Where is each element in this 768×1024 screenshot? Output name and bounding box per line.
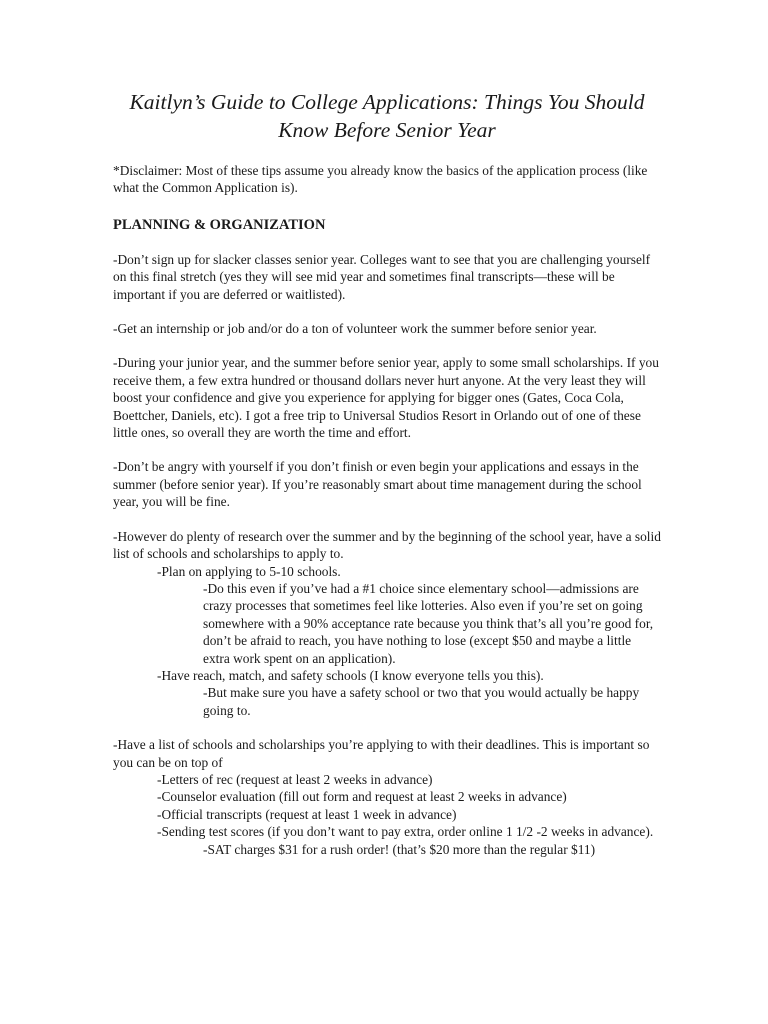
sub-item: -Sending test scores (if you don’t want to pay extra, order online 1 1/2 -2 weeks in advance). bbox=[157, 824, 654, 840]
tip-paragraph: -Don’t be angry with yourself if you don’t finish or even begin your applications and essays in the summer (before senior year). If you’re reasonably smart about time management during the school year, you will be fine. bbox=[113, 459, 642, 510]
tip-paragraph: -Don’t sign up for slacker classes senior year. Colleges want to see that you are challenging yourself on this final stretch (yes they will see mid year and sometimes final transcripts—these will be important if you are deferred or waitlisted). bbox=[113, 251, 651, 302]
sub-sub-item: -SAT charges $31 for a rush order! (that’s $20 more than the regular $11) bbox=[203, 841, 596, 857]
tip-paragraph: -However do plenty of research over the summer and by the beginning of the school year, have a solid list of schools and scholarships to apply to. bbox=[113, 528, 661, 562]
document-page bbox=[113, 88, 661, 858]
sub-item: -Plan on applying to 5-10 schools. bbox=[157, 563, 341, 579]
tip-paragraph: -Have a list of schools and scholarships you’re applying to with their deadlines. This is important so you can be on top of bbox=[113, 737, 650, 770]
section-heading: PLANNING & ORGANIZATION bbox=[113, 216, 326, 233]
tip-paragraph: -During your junior year, and the summer before senior year, apply to some small scholarships. If you receive them, a few extra hundred or thousand dollars never hurt anyone. At the very least they will boost your confidence and give you experience for applying for bigger ones (Gates, Coca Cola, Boettcher, Daniels, etc). I got a free trip to Universal Studios Resort in Orlando out of one of these little ones, so overall they are worth the time and effort. bbox=[113, 355, 659, 441]
sub-item: -Official transcripts (request at least 1 week in advance) bbox=[157, 806, 457, 822]
sub-sub-item: -But make sure you have a safety school or two that you would actually be happy going to. bbox=[203, 685, 640, 718]
disclaimer-paragraph: *Disclaimer: Most of these tips assume you already know the basics of the application process (like what the Common Application is). bbox=[113, 163, 648, 196]
sub-sub-item: -Do this even if you’ve had a #1 choice since elementary school—admissions are crazy processes that sometimes feel like lotteries. Also even if you’re set on going somewhere with a 90% acceptance rate because you think that’s all you’re good for, don’t be afraid to reach, you have nothing to lose (except $50 and maybe a little extra work spent on an application). bbox=[203, 580, 654, 666]
sub-item: -Counselor evaluation (fill out form and request at least 2 weeks in advance) bbox=[157, 789, 567, 805]
sub-item: -Letters of rec (request at least 2 weeks in advance) bbox=[157, 771, 433, 787]
sub-item: -Have reach, match, and safety schools (I know everyone tells you this). bbox=[157, 667, 544, 683]
tip-paragraph: -Get an internship or job and/or do a ton of volunteer work the summer before senior year. bbox=[113, 321, 597, 337]
document-title: Kaitlyn’s Guide to College Applications: Things You Should Know Before Senior Year bbox=[129, 90, 645, 142]
